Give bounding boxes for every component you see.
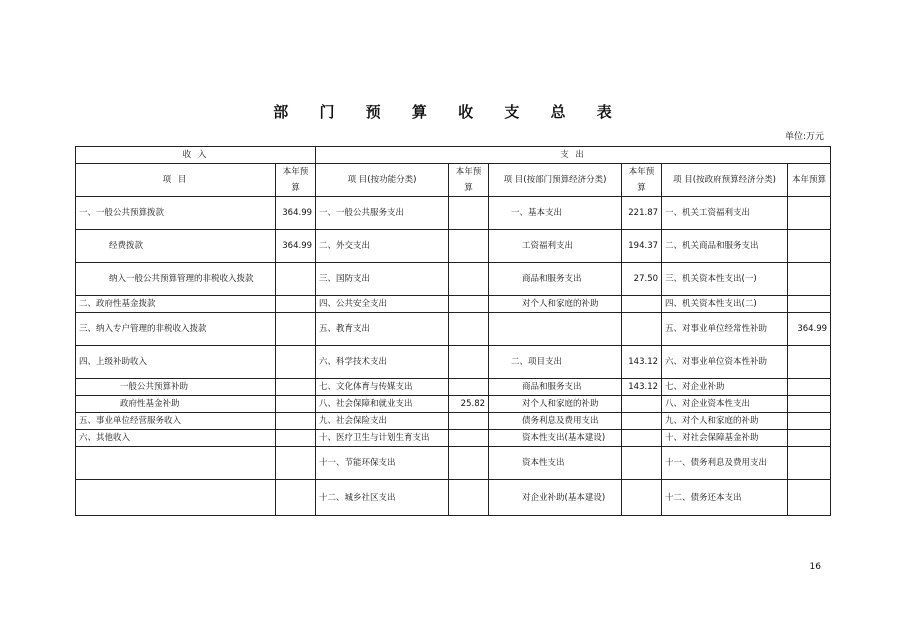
func-amount	[449, 447, 489, 480]
income-amount	[276, 413, 316, 430]
gov-item: 三、机关资本性支出(一)	[662, 263, 788, 296]
func-item: 十一、节能环保支出	[316, 447, 449, 480]
income-item	[76, 447, 276, 480]
table-row	[76, 413, 831, 430]
func-amount	[449, 413, 489, 430]
func-item: 五、教育支出	[316, 313, 449, 346]
func-amount	[449, 296, 489, 313]
dept-item: 资本性支出(基本建设)	[489, 430, 622, 447]
dept-item: 一、基本支出	[489, 197, 622, 230]
gov-amount	[788, 480, 831, 516]
func-item: 二、外交支出	[316, 230, 449, 263]
func-item: 十二、城乡社区支出	[316, 480, 449, 516]
income-item: 五、事业单位经营服务收入	[76, 413, 276, 430]
dept-amount	[622, 447, 662, 480]
dept-item: 债务利息及费用支出	[489, 413, 622, 430]
func-item: 四、公共安全支出	[316, 296, 449, 313]
income-item: 一般公共预算补助	[76, 379, 276, 396]
dept-item: 对个人和家庭的补助	[489, 396, 622, 413]
table-row	[76, 197, 831, 230]
table-row	[76, 346, 831, 379]
gov-amount	[788, 230, 831, 263]
page-title: 部 门 预 算 收 支 总 表	[273, 103, 625, 121]
gov-amount	[788, 430, 831, 447]
income-amount: 364.99	[276, 197, 316, 230]
income-amount	[276, 346, 316, 379]
income-item: 六、其他收入	[76, 430, 276, 447]
income-amount: 364.99	[276, 230, 316, 263]
dept-amount: 27.50	[622, 263, 662, 296]
dept-amount: 194.37	[622, 230, 662, 263]
budget-summary-table	[75, 146, 831, 516]
func-item: 十、医疗卫生与计划生育支出	[316, 430, 449, 447]
func-item: 八、社会保障和就业支出	[316, 396, 449, 413]
dept-item-header: 项 目(按部门预算经济分类)	[489, 164, 622, 197]
unit-label: 单位:万元	[784, 132, 824, 142]
dept-item: 商品和服务支出	[489, 263, 622, 296]
income-amount	[276, 379, 316, 396]
gov-budget-header: 本年预算	[788, 164, 831, 197]
gov-amount	[788, 396, 831, 413]
expense-header: 支 出	[316, 147, 831, 164]
func-amount	[449, 313, 489, 346]
table-row	[76, 396, 831, 413]
header-row-2	[76, 164, 831, 197]
dept-amount	[622, 430, 662, 447]
gov-item: 七、对企业补助	[662, 379, 788, 396]
dept-amount: 221.87	[622, 197, 662, 230]
income-item: 纳入一般公共预算管理的非税收入拨款	[76, 263, 276, 296]
income-header: 收 入	[76, 147, 316, 164]
table-row	[76, 263, 831, 296]
income-item-header: 项 目	[76, 164, 276, 197]
dept-item: 二、项目支出	[489, 346, 622, 379]
func-amount	[449, 480, 489, 516]
gov-item: 六、对事业单位资本性补助	[662, 346, 788, 379]
func-item: 六、科学技术支出	[316, 346, 449, 379]
dept-item	[489, 313, 622, 346]
gov-item: 二、机关商品和服务支出	[662, 230, 788, 263]
func-item-header: 项 目(按功能分类)	[316, 164, 449, 197]
gov-amount	[788, 413, 831, 430]
gov-item: 十、对社会保障基金补助	[662, 430, 788, 447]
gov-amount	[788, 263, 831, 296]
gov-amount	[788, 447, 831, 480]
income-budget-header: 本年预算	[276, 164, 316, 197]
income-item: 政府性基金补助	[76, 396, 276, 413]
dept-amount	[622, 480, 662, 516]
dept-item: 对企业补助(基本建设)	[489, 480, 622, 516]
dept-amount: 143.12	[622, 346, 662, 379]
gov-item: 八、对企业资本性支出	[662, 396, 788, 413]
func-item: 三、国防支出	[316, 263, 449, 296]
income-item: 一、一般公共预算拨款	[76, 197, 276, 230]
func-item: 七、文化体育与传媒支出	[316, 379, 449, 396]
gov-amount	[788, 197, 831, 230]
dept-amount	[622, 296, 662, 313]
table-row	[76, 430, 831, 447]
gov-item: 九、对个人和家庭的补助	[662, 413, 788, 430]
income-amount	[276, 263, 316, 296]
dept-item: 对个人和家庭的补助	[489, 296, 622, 313]
dept-item: 商品和服务支出	[489, 379, 622, 396]
gov-amount	[788, 346, 831, 379]
table-row	[76, 296, 831, 313]
dept-amount	[622, 413, 662, 430]
dept-budget-header: 本年预算	[622, 164, 662, 197]
dept-amount	[622, 313, 662, 346]
income-item: 三、纳入专户管理的非税收入拨款	[76, 313, 276, 346]
income-item: 经费拨款	[76, 230, 276, 263]
gov-item-header: 项 目(按政府预算经济分类)	[662, 164, 788, 197]
gov-item: 十一、债务利息及费用支出	[662, 447, 788, 480]
table-row	[76, 379, 831, 396]
dept-item: 资本性支出	[489, 447, 622, 480]
income-amount	[276, 396, 316, 413]
income-amount	[276, 430, 316, 447]
dept-amount	[622, 396, 662, 413]
gov-item: 五、对事业单位经常性补助	[662, 313, 788, 346]
income-item	[76, 480, 276, 516]
func-amount	[449, 263, 489, 296]
income-amount	[276, 480, 316, 516]
gov-item: 四、机关资本性支出(二)	[662, 296, 788, 313]
income-item: 二、政府性基金拨款	[76, 296, 276, 313]
header-row-1	[76, 147, 831, 164]
page-number: 16	[809, 562, 821, 572]
table-row	[76, 480, 831, 516]
func-amount	[449, 430, 489, 447]
dept-amount: 143.12	[622, 379, 662, 396]
table-row	[76, 313, 831, 346]
gov-amount: 364.99	[788, 313, 831, 346]
func-amount	[449, 230, 489, 263]
table-row	[76, 447, 831, 480]
func-budget-header: 本年预算	[449, 164, 489, 197]
income-amount	[276, 296, 316, 313]
func-amount	[449, 379, 489, 396]
income-amount	[276, 313, 316, 346]
func-amount: 25.82	[449, 396, 489, 413]
income-amount	[276, 447, 316, 480]
gov-amount	[788, 379, 831, 396]
func-item: 九、社会保险支出	[316, 413, 449, 430]
dept-item: 工资福利支出	[489, 230, 622, 263]
income-item: 四、上级补助收入	[76, 346, 276, 379]
gov-item: 一、机关工资福利支出	[662, 197, 788, 230]
gov-item: 十二、债务还本支出	[662, 480, 788, 516]
gov-amount	[788, 296, 831, 313]
func-amount	[449, 197, 489, 230]
table-row	[76, 230, 831, 263]
func-amount	[449, 346, 489, 379]
func-item: 一、一般公共服务支出	[316, 197, 449, 230]
